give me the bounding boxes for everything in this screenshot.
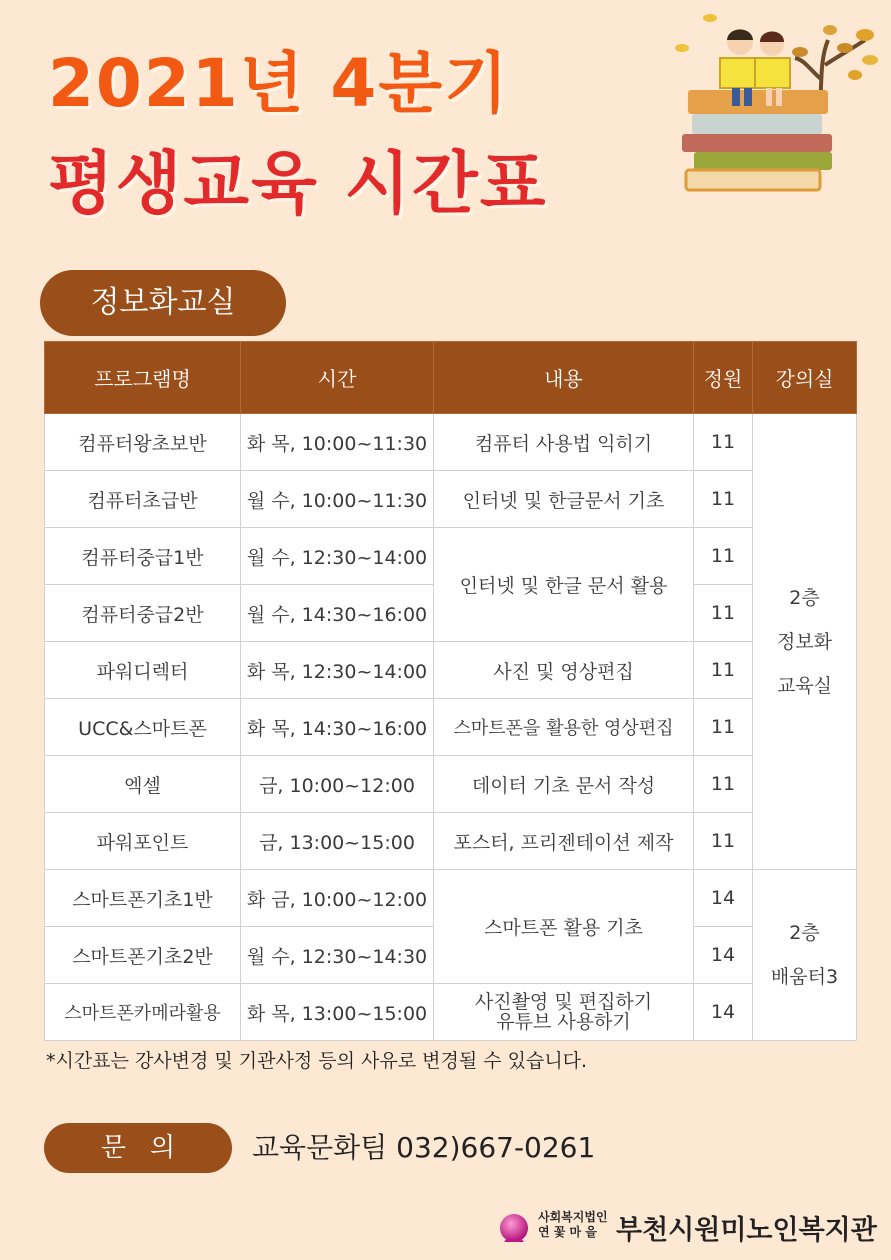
classroom-cell [753,414,857,870]
content-cell: 사진 및 영상편집 [434,642,694,699]
program-name-cell: 컴퓨터초급반 [45,471,241,528]
time-cell: 월 수, 12:30~14:00 [241,528,434,585]
schedule-table [44,341,857,1041]
classroom-cell [753,870,857,1041]
capacity-cell: 11 [694,414,753,471]
title-line-1: 2021년 4분기 [48,45,510,122]
header-capacity: 정원 [694,342,753,414]
program-name-cell: 파워디렉터 [45,642,241,699]
table-row [45,756,857,813]
capacity-cell: 11 [694,756,753,813]
program-name-cell: 엑셀 [45,756,241,813]
foundation-type: 사회복지법인 [538,1210,608,1224]
time-cell: 금, 13:00~15:00 [241,813,434,870]
time-cell: 월 수, 12:30~14:30 [241,927,434,984]
capacity-cell: 14 [694,870,753,927]
header-content: 내용 [434,342,694,414]
time-cell: 화 목, 10:00~11:30 [241,414,434,471]
capacity-cell: 11 [694,642,753,699]
content-cell: 데이터 기초 문서 작성 [434,756,694,813]
capacity-cell: 11 [694,528,753,585]
content-line: 사진촬영 및 편집하기 [474,991,653,1013]
time-cell: 월 수, 14:30~16:00 [241,585,434,642]
classroom-line: 배움터3 [770,966,839,988]
content-cell: 인터넷 및 한글 문서 활용 [434,528,694,642]
table-row [45,642,857,699]
program-name-cell: 파워포인트 [45,813,241,870]
section-label-pill: 정보화교실 [40,270,286,336]
classroom-line: 2층 [789,586,820,609]
program-name-cell: 스마트폰카메라활용 [45,984,241,1041]
program-name-cell: 컴퓨터중급2반 [45,585,241,642]
content-cell: 스마트폰을 활용한 영상편집 [434,699,694,756]
content-cell: 스마트폰 활용 기초 [434,870,694,984]
time-cell: 화 목, 13:00~15:00 [241,984,434,1041]
header-time: 시간 [241,342,434,414]
program-name-cell: 스마트폰기초1반 [45,870,241,927]
program-name-cell: 컴퓨터왕초보반 [45,414,241,471]
capacity-cell: 11 [694,585,753,642]
time-cell: 화 목, 12:30~14:00 [241,642,434,699]
table-row [45,528,857,585]
classroom-line: 2층 [789,922,820,944]
capacity-cell: 11 [694,699,753,756]
content-cell: 포스터, 프리젠테이션 제작 [434,813,694,870]
table-row [45,699,857,756]
foundation-name: 연 꽃 마 을 [538,1225,597,1239]
organization-name: 부천시원미노인복지관 [616,1215,877,1246]
table-row [45,870,857,927]
header-program-name: 프로그램명 [45,342,241,414]
content-cell: 인터넷 및 한글문서 기초 [434,471,694,528]
classroom-line: 교육실 [776,674,833,697]
content-line: 유튜브 사용하기 [496,1011,631,1033]
capacity-cell: 14 [694,984,753,1041]
capacity-cell: 14 [694,927,753,984]
contact-phone-text: 교육문화팀 032)667-0261 [252,1131,596,1164]
contact-label-pill: 문의 [44,1123,232,1173]
program-name-cell: UCC&스마트폰 [45,699,241,756]
capacity-cell: 11 [694,813,753,870]
title-line-2: 평생교육 시간표 [48,145,548,224]
time-cell: 월 수, 10:00~11:30 [241,471,434,528]
capacity-cell: 11 [694,471,753,528]
schedule-note: *시간표는 강사변경 및 기관사정 등의 사유로 변경될 수 있습니다. [46,1050,588,1072]
table-row [45,984,857,1041]
program-name-cell: 컴퓨터중급1반 [45,528,241,585]
foundation-lotus-logo [496,1212,532,1248]
content-cell: 컴퓨터 사용법 익히기 [434,414,694,471]
time-cell: 화 금, 10:00~12:00 [241,870,434,927]
time-cell: 금, 10:00~12:00 [241,756,434,813]
table-row [45,471,857,528]
program-name-cell: 스마트폰기초2반 [45,927,241,984]
table-row [45,813,857,870]
children-reading-books-illustration [670,10,880,195]
table-header-row [45,342,857,414]
foundation-small-label [538,1210,608,1240]
time-cell: 화 목, 14:30~16:00 [241,699,434,756]
header-classroom: 강의실 [753,342,857,414]
table-row [45,414,857,471]
content-cell [434,984,694,1041]
classroom-line: 정보화 [776,630,833,653]
